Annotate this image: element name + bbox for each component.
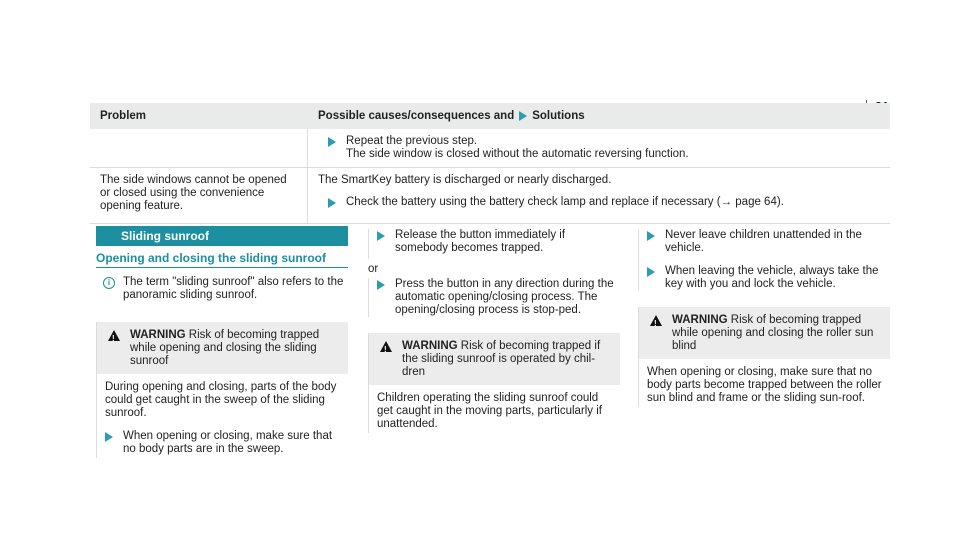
step-text: When leaving the vehicle, always take the key with you and lock the vehicle. <box>665 265 879 290</box>
warning-label: WARNING <box>402 340 458 352</box>
steps-block <box>638 229 890 291</box>
step-item <box>97 430 348 458</box>
warning-header <box>369 333 620 385</box>
problem-cell: The side windows cannot be opened or closed using the convenience opening feature. <box>90 168 308 223</box>
solution-cell <box>308 129 890 167</box>
subsection-heading: Opening and closing the sliding sunroof <box>96 252 348 268</box>
table-row <box>90 168 890 224</box>
step-text: Press the button in any direction during the automatic opening/closing process. The opening/closing process is stop-ped. <box>395 278 614 316</box>
warning-body: When opening or closing, make sure that no body parts become trapped between the roller sun blind and frame or the sliding sun-roof. <box>647 366 882 404</box>
step-item <box>639 265 890 291</box>
warning-box <box>96 322 348 458</box>
warning-label: WARNING <box>672 314 728 326</box>
warning-icon: ! <box>380 341 392 352</box>
problem-cell <box>90 129 308 167</box>
step-text: Never leave children unattended in the vehicle. <box>665 229 862 254</box>
warning-icon: ! <box>650 315 662 326</box>
steps-block <box>368 278 620 317</box>
warning-title: Risk of becoming trapped while opening and closing the sliding sunroof <box>130 329 320 367</box>
column-3 <box>638 229 890 407</box>
steps-block <box>368 229 620 259</box>
col-solution-label-b: Solutions <box>532 110 585 122</box>
arrow-icon <box>647 267 655 277</box>
col-solution-header <box>308 110 890 122</box>
step-text: When opening or closing, make sure that no body parts are in the sweep. <box>123 430 333 455</box>
warning-body: During opening and closing, parts of the body could get caught in the sweep of the sliding sunroof. <box>105 381 337 419</box>
warning-title: Risk of becoming trapped while opening and closing the roller sun blind <box>672 314 874 352</box>
solution-cell <box>308 168 890 223</box>
step-item <box>639 229 890 255</box>
col-problem-header: Problem <box>100 110 147 122</box>
arrow-icon <box>377 231 385 241</box>
info-icon: i <box>103 277 115 289</box>
step-text: Release the button immediately if somebody becomes trapped. <box>395 229 566 254</box>
table-header <box>90 103 890 129</box>
arrow-icon <box>328 198 336 208</box>
step-item <box>318 135 880 161</box>
arrow-icon <box>519 111 527 121</box>
note-text: The term "sliding sunroof" also refers to the panoramic sliding sunroof. <box>123 276 344 301</box>
arrow-icon <box>647 231 655 241</box>
warning-box <box>368 333 620 433</box>
step-item <box>369 229 620 255</box>
table-row <box>90 129 890 168</box>
column-2 <box>368 229 620 433</box>
arrow-icon <box>328 137 336 147</box>
step-text: Repeat the previous step. <box>346 135 478 147</box>
warning-icon: ! <box>108 330 120 341</box>
info-note <box>96 276 348 302</box>
section-heading: Sliding sunroof <box>96 226 348 246</box>
step-result: The side window is closed without the automatic reversing function. <box>346 148 689 160</box>
warning-body: Children operating the sliding sunroof could get caught in the moving parts, particularly if unattended. <box>377 392 603 430</box>
step-item <box>318 196 880 209</box>
cause-text: The SmartKey battery is discharged or nearly discharged. <box>318 174 612 186</box>
step-text: Check the battery using the battery check lamp and replace if necessary (→ page 64). <box>346 196 784 208</box>
warning-header <box>97 322 348 374</box>
problem-table <box>90 103 890 224</box>
step-item <box>369 278 620 317</box>
warning-label: WARNING <box>130 329 186 341</box>
or-text: or <box>368 263 379 275</box>
arrow-icon <box>377 280 385 290</box>
arrow-icon <box>105 432 113 442</box>
warning-box <box>638 307 890 407</box>
col-solution-label-a: Possible causes/consequences and <box>318 110 515 122</box>
warning-header <box>639 307 890 359</box>
column-1 <box>96 226 348 458</box>
warning-title: Risk of becoming trapped if the sliding sunroof is operated by chil-dren <box>402 340 601 378</box>
